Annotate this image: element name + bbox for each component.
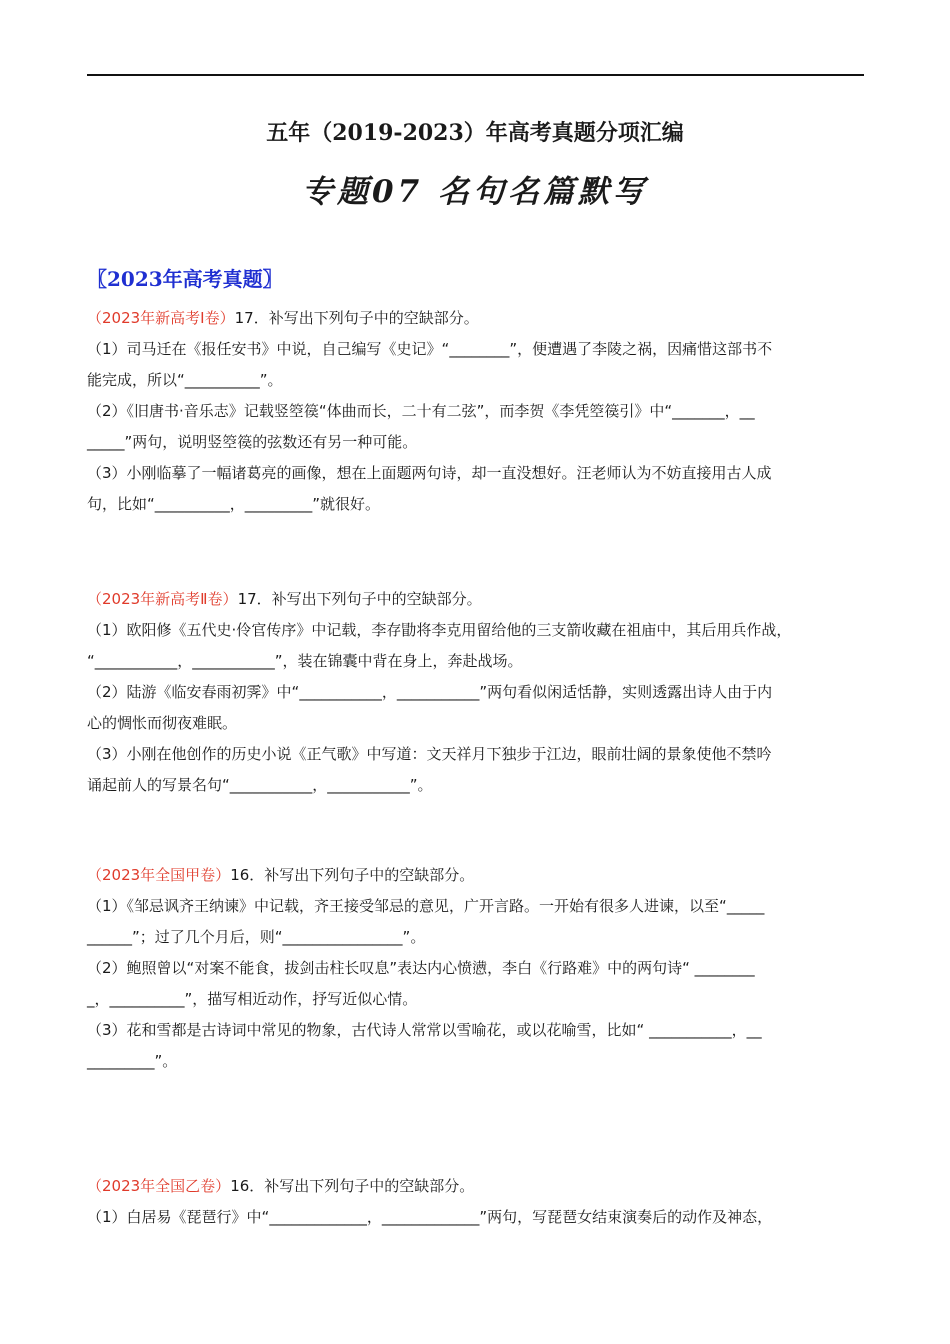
question-line: （1）《邹忌讽齐王纳谏》中记载，齐王接受邹忌的意见，广开言路。一开始有很多人进谏，以至“_____ (87, 897, 765, 915)
page-title: 五年（2019-2023）年高考真题分项汇编 (266, 120, 684, 146)
question-line: 句，比如“__________，_________”就很好。 (87, 495, 381, 513)
question-stem: 17．补写出下列句子中的空缺部分。 (234, 309, 479, 327)
question-line: ______”；过了几个月后，则“________________”。 (87, 928, 426, 946)
question-header (87, 584, 864, 615)
question-block (87, 1171, 864, 1233)
question-line: （2）陆游《临安春雨初霁》中“___________，___________”两句看似闲适恬静，实则透露出诗人由于内 (87, 683, 773, 701)
question-line: “___________，___________”，装在锦囊中背在身上，奔赴战场。 (87, 652, 523, 670)
question-source: （2023年新高考Ⅰ卷） (87, 309, 235, 327)
question-line: _________”。 (87, 1052, 178, 1070)
question-source: （2023年全国乙卷） (87, 1177, 231, 1195)
question-stem: 16．补写出下列句子中的空缺部分。 (230, 1177, 475, 1195)
question-line: 诵起前人的写景名句“___________，___________”。 (87, 776, 433, 794)
question-line: （3）小刚临摹了一幅诸葛亮的画像，想在上面题两句诗，却一直没想好。汪老师认为不妨直接用古人成 (87, 464, 772, 482)
question-line: （3）小刚在他创作的历史小说《正气歌》中写道：文天祥月下独步于江边，眼前壮阔的景象使他不禁吟 (87, 745, 772, 763)
question-line: （3）花和雪都是古诗词中常见的物象，古代诗人常常以雪喻花，或以花喻雪，比如“ ___________，__ (87, 1021, 762, 1039)
question-line: _，__________”，描写相近动作，抒写近似心情。 (87, 990, 418, 1008)
top-rule (87, 74, 864, 76)
question-line: （1）白居易《琵琶行》中“_____________，_____________”两句，写琵琶女结束演奏后的动作及神态， (87, 1208, 773, 1226)
question-source: （2023年全国甲卷） (87, 866, 231, 884)
question-line: （2）鲍照曾以“对案不能食，拔剑击柱长叹息”表达内心愤懑，李白《行路难》中的两句诗“ ________ (87, 959, 755, 977)
question-stem: 16．补写出下列句子中的空缺部分。 (230, 866, 475, 884)
question-line: 能完成，所以“__________”。 (87, 371, 283, 389)
question-line: 心的惆怅而彻夜难眠。 (87, 714, 238, 732)
question-header (87, 1171, 864, 1202)
question-line: _____”两句，说明竖箜篌的弦数还有另一种可能。 (87, 433, 418, 451)
page-subtitle: 专题07 名句名篇默写 (302, 174, 648, 210)
question-block (87, 584, 864, 801)
question-line: （1）欧阳修《五代史·伶官传序》中记载，李存勖将李克用留给他的三支箭收藏在祖庙中，其后用兵作战， (87, 621, 792, 639)
question-header (87, 860, 864, 891)
question-line: （1）司马迁在《报任安书》中说，自己编写《史记》“________”，便遭遇了李陵之祸，因痛惜这部书不 (87, 340, 773, 358)
question-source: （2023年新高考Ⅱ卷） (87, 590, 238, 608)
question-line: （2）《旧唐书·音乐志》记载竖箜篌“体曲而长，二十有二弦”，而李贺《李凭箜篌引》中“_______，__ (87, 402, 755, 420)
section-heading: 〖2023年高考真题〗 (87, 267, 283, 291)
question-header (87, 303, 864, 334)
question-stem: 17．补写出下列句子中的空缺部分。 (237, 590, 482, 608)
question-block (87, 303, 864, 520)
question-block (87, 860, 864, 1077)
